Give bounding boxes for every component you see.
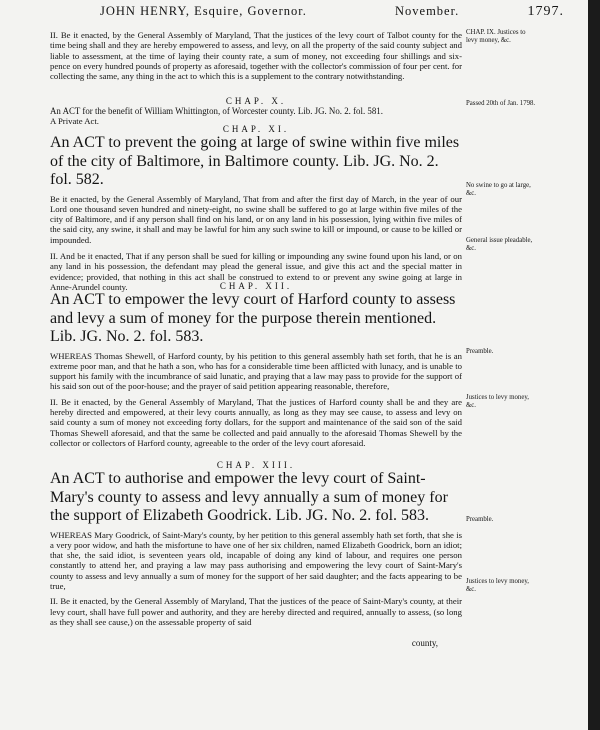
margin-note-xii-2: Justices to levy money, &c. (466, 394, 529, 409)
chapter-x-title: An ACT for the benefit of William Whittington, of Worcester county. Lib. JG. No. 2. fol. 581. (50, 106, 383, 116)
chapter-xii-section-2: II. Be it enacted, by the General Assembly of Maryland, That the justices of Harford county shall be and they are hereby directed and empowered, at their levy courts annually, as long as they may see cause, to assess and levy on said county a sum of money not exceeding forty dollars, for the support and maintenance of the said son of the said Thomas Shewell aforesaid, and that the same be collected and paid annually to the aforesaid Thomas Shewell by the collector or collectors of Harford county, agreeable to the order of the levy court aforesaid. (50, 396, 462, 448)
chapter-xiii-section-2: II. Be it enacted, by the General Assembly of Maryland, That the justices of the peace of Saint-Mary's county, at their levy court, shall have full power and authority, and they are hereby directed and required, annually to assess, (so long as they shall see cause,) on the assessable property of said (50, 596, 462, 627)
scan-edge (588, 0, 600, 730)
chapter-xii (50, 281, 462, 448)
margin-note-xiii-1: Preamble. (466, 516, 494, 523)
chapter-x-note: A Private Act. (50, 116, 99, 127)
margin-note-xiii-2: Justices to levy money, &c. (466, 578, 529, 593)
margin-note-xii-1: Preamble. (466, 348, 494, 355)
chapter-x-heading: CHAP. X. (225, 96, 287, 106)
header-year: 1797. (527, 4, 564, 19)
chapter-xi-title: An ACT to prevent the going at large of swine within five miles of the city of Baltimore, in Baltimore county. Lib. JG. No. 2. fol. 582. (50, 134, 460, 188)
margin-note-xi-1: No swine to go at large, &c. (466, 182, 531, 197)
margin-note-xi-2: General issue pleadable, &c. (466, 237, 533, 252)
running-header (60, 4, 568, 20)
catchword: county, (411, 638, 438, 648)
chapter-xii-preamble: WHEREAS Thomas Shewell, of Harford county, by his petition to this general assembly hath set forth, that he is an extreme poor man, and that he hath a son, who has for a considerable time been afflicted with lunacy, and is unable to support his family with the incumbrance of said lunatic, and praying that a law may pass to provide for the support of his said son out of the poor-house; and the prayer of said petition appearing reasonable, therefore, (50, 350, 462, 392)
chapter-xii-heading: CHAP. XII. (219, 281, 293, 291)
chapter-xi-enactment: Be it enacted, by the General Assembly of Maryland, That from and after the first day of March, in the year of our Lord one thousand seven hundred and ninety-eight, no swine shall be suffered to go at large within five miles of the city of Baltimore, and if any person shall find on his land, or on any land in his possession, lying within five miles of the said city, any swine, it shall and may be lawful for him any such swine to kill or impound, or cause to be killed or impounded. (50, 193, 462, 245)
chapter-xii-title: An ACT to empower the levy court of Harford county to assess and levy a sum of money for the purpose therein mentioned. Lib. JG. No. 2. fol. 583. (50, 291, 456, 345)
chapter-xiii-preamble: WHEREAS Mary Goodrick, of Saint-Mary's county, by her petition to this general assembly hath set forth, that she is a very poor widow, and hath the misfortune to have one of her six children, named Elizabeth Goodrick, born an idiot; that she, the said idiot, is seventeen years old, incapable of doing any kind of labour, and requires one person constantly to attend her, and praying a law may pass authorising and empowering the levy court of Saint-Mary's county to assess and levy annually a sum of money for the support of her said daughter; and the facts appearing to be true, (50, 529, 462, 591)
chapter-xiii (50, 460, 462, 627)
section-ix-text: II. Be it enacted, by the General Assembly of Maryland, That the justices of the levy court of Talbot county for the time being shall and they are hereby empowered to assess, and levy, on all the property of the said county subject and liable to assessment, at the time of laying their county rate, a sum of money, not exceeding four shillings and six-pence on every hundred pounds of property as aforesaid, together with the collector's commission of four per cent. for collecting the same, any thing in the act to which this is a supplement to the contrary notwithstanding. (50, 30, 462, 82)
chapter-xi-heading: CHAP. XI. (222, 124, 290, 134)
chapter-xi (50, 124, 462, 292)
chapter-xi-section-2: II. And be it enacted, That if any person shall be sued for killing or impounding any swine found upon his land, or on any land in his possession, the defendant may plead the general issue, and give this act and the special matter in evidence; provided, that nothing in this act shall be construed to extend to or prevent any swine going at large in Anne-Arundel county. (50, 250, 462, 292)
chapter-xiii-title: An ACT to authorise and empower the levy court of Saint-Mary's county to assess and levy annually a sum of money for the support of Elizabeth Goodrick. Lib. JG. No. 2. fol. 583. (50, 470, 448, 524)
chapter-x (50, 96, 462, 127)
margin-note-ix: CHAP. IX. Justices to levy money, &c. (466, 29, 526, 44)
section-ix (50, 30, 462, 81)
header-month: November. (395, 4, 460, 18)
chapter-xiii-heading: CHAP. XIII. (216, 460, 296, 470)
header-name: JOHN HENRY, Esquire, Governor. (100, 4, 307, 18)
margin-note-x: Passed 20th of Jan. 1798. (466, 100, 536, 107)
